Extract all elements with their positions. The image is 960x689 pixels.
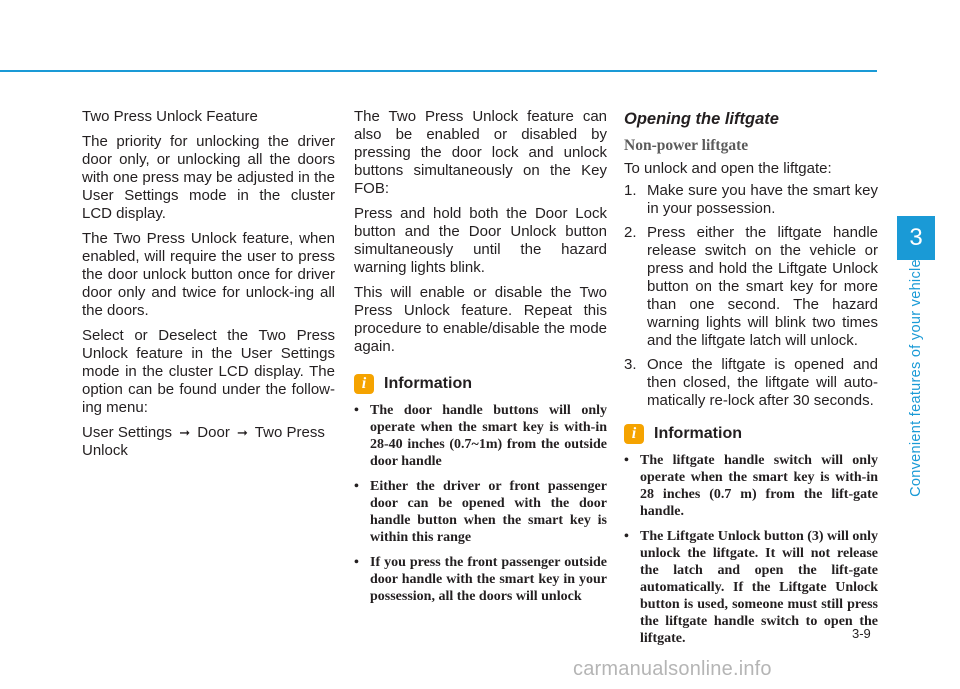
watermark: carmanualsonline.info [573,658,772,680]
step-item [624,356,878,410]
column-1 [82,108,335,467]
information-header [624,424,878,444]
step-item [624,182,878,218]
bullet-icon: • [624,453,629,468]
page-number: 3-9 [852,626,871,641]
paragraph: The Two Press Unlock feature can also be enabled or disabled by pressing the door lock and unlock buttons simultaneously on the Key FOB: [354,108,607,197]
list-item-text: Either the driver or front passenger door can be opened with the door handle button when the smart key is within this range [370,479,607,545]
information-list [354,402,607,605]
paragraph: This will enable or disable the Two Press Unlock feature. Repeat this procedure to enable/disable the mode again. [354,284,607,355]
paragraph: The Two Press Unlock feature, when enabled, will require the user to press the door unlock button once for driver door only and twice for unlock-ing all the doors. [82,230,335,319]
step-text: Make sure you have the smart key in your possession. [647,182,878,217]
arrow-right-icon: ➞ [179,425,191,440]
list-item-text: The door handle buttons will only operate when the smart key is with-in 28-40 inches (0.7~1m) from the outside door handle [370,403,607,469]
bullet-icon: • [354,555,359,570]
info-icon: i [624,424,644,444]
list-item [354,402,607,470]
list-item-text: The Liftgate Unlock button (3) will only unlock the liftgate. It will not release the latch and open the lift-gate automatically. If the Liftgate Unlock button is used, someone must still press the liftgate handle switch to open the liftgate. [640,529,879,646]
bullet-icon: • [624,529,629,544]
step-number: 1. [624,182,637,199]
list-item [624,528,878,647]
paragraph: Select or Deselect the Two Press Unlock feature in the User Settings mode in the cluster LCD display. The option can be found under the follow-ing menu: [82,327,335,416]
info-icon: i [354,374,374,394]
step-item [624,224,878,350]
step-text: Once the liftgate is opened and then closed, the liftgate will auto-matically re-lock after 30 seconds. [647,356,878,409]
step-number: 3. [624,356,637,373]
header-rule [0,70,877,72]
step-number: 2. [624,224,637,241]
paragraph: The priority for unlocking the driver door only, or unlocking all the doors with one press may be adjusted in the User Settings mode in the cluster LCD display. [82,133,335,222]
feature-heading: Two Press Unlock Feature [82,108,258,125]
information-list [624,452,878,647]
chapter-title: Convenient features of your vehicle [908,259,924,497]
bullet-icon: • [354,403,359,418]
menu-path [82,424,335,460]
arrow-right-icon: ➞ [236,425,248,440]
list-item [624,452,878,520]
chapter-number-tab: 3 [897,216,935,260]
list-item [354,554,607,605]
section-title: Opening the liftgate [624,110,779,128]
column-2 [354,108,607,613]
bullet-icon: • [354,479,359,494]
column-3 [624,108,878,655]
information-title: Information [654,425,742,442]
menu-path-item: Door [197,424,230,441]
steps-list [624,182,878,410]
subheading: Non-power liftgate [624,137,749,154]
list-item-text: The liftgate handle switch will only operate when the smart key is with-in 28 inches (0.7 m) from the lift-gate handle. [640,453,878,519]
paragraph: To unlock and open the liftgate: [624,160,832,177]
menu-path-item: Two Press Unlock [82,424,325,459]
information-header [354,374,607,394]
list-item-text: If you press the front passenger outside door handle with the smart key in your possession, all the doors will unlock [370,555,607,604]
menu-path-item: User Settings [82,424,173,441]
information-title: Information [384,375,472,392]
list-item [354,478,607,546]
paragraph: Press and hold both the Door Lock button and the Door Unlock button simultaneously until the hazard warning lights blink. [354,205,607,276]
step-text: Press either the liftgate handle release switch on the vehicle or press and hold the Liftgate Unlock button on the smart key for more than one second. The hazard warning lights will blink two times and the liftgate latch will unlock. [647,224,878,349]
